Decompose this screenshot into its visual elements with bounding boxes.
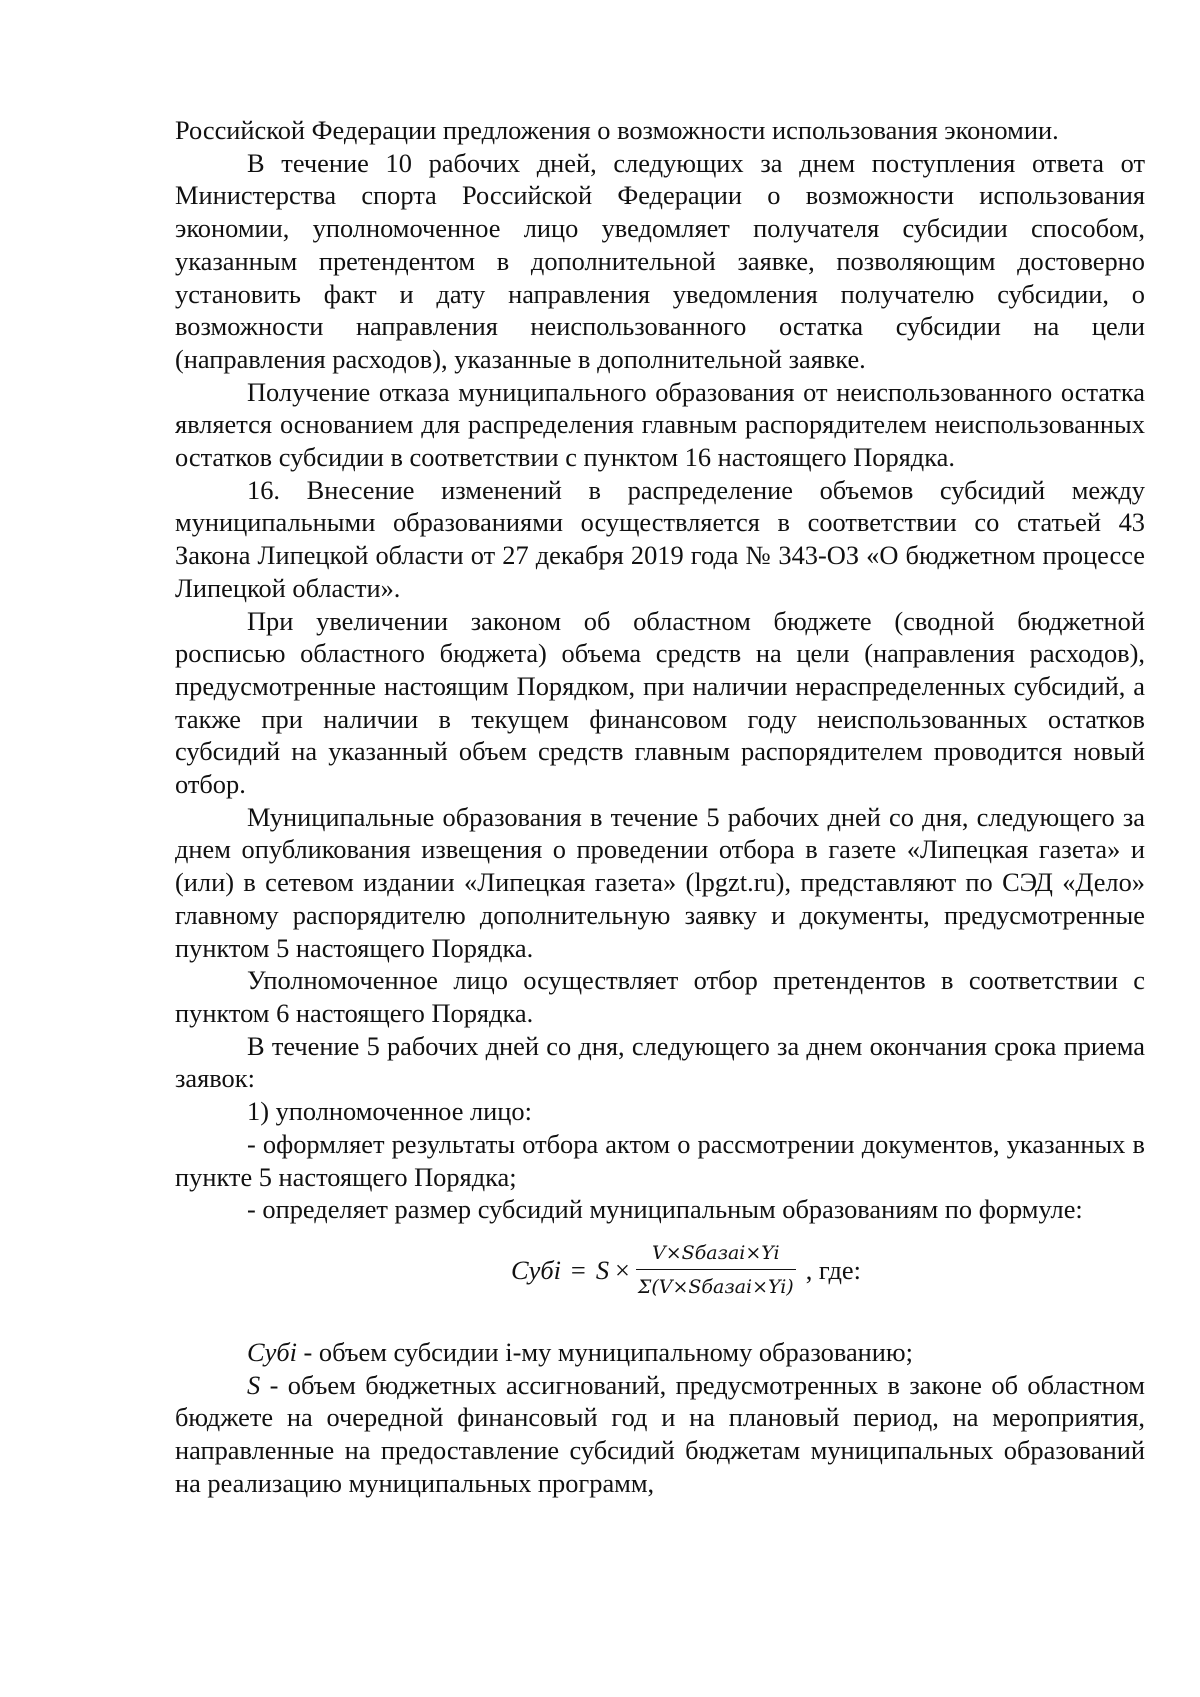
formula-lhs: Субi	[511, 1254, 561, 1285]
paragraph-11: - определяет размер субсидий муниципальным образованиям по формуле:	[247, 1194, 1083, 1225]
formula-numerator: V×Sбазаi×Yi	[652, 1241, 780, 1264]
definition-s	[175, 1369, 1145, 1500]
formula-times: ×	[615, 1254, 630, 1285]
paragraph-9: 1) уполномоченное лицо:	[247, 1096, 532, 1127]
paragraph-2: В течение 10 рабочих дней, следующих за днем поступления ответа от Министерства спорта Российской Федерации о возможности использования экономии, уполномоченное лицо уведомляет получателя субсидии способом, указанным претендентом в дополнительной заявке, позволяющим достоверно установить факт и дату направления уведомления получателю субсидии, о возможности направления неиспользованного остатка субсидии на цели (направления расходов), указанные в дополнительной заявке.	[175, 147, 1145, 374]
paragraph-8: В течение 5 рабочих дней со дня, следующего за днем окончания срока приема заявок:	[175, 1030, 1145, 1094]
subsidy-formula	[511, 1240, 861, 1300]
paragraph-5: При увеличении законом об областном бюджете (сводной бюджетной росписью областного бюджета) объема средств на цели (направления расходов), предусмотренные настоящим Порядком, при наличии нераспределенных субсидий, а также при наличии в текущем финансовом году неиспользованных остатков субсидий на указанный объем средств главным распорядителем проводится новый отбор.	[175, 605, 1145, 800]
formula-block	[175, 1230, 1145, 1326]
document-page	[175, 114, 1145, 1499]
paragraph-3: Получение отказа муниципального образования от неиспользованного остатка является основанием для распределения главным распорядителем неиспользованных остатков субсидии в соответствии с пунктом 16 настоящего Порядка.	[175, 376, 1145, 473]
formula-denominator: Σ(V×Sбазаi×Yi)	[636, 1269, 796, 1300]
paragraph-10: - оформляет результаты отбора актом о рассмотрении документов, указанных в пункте 5 настоящего Порядка;	[175, 1128, 1145, 1192]
paragraph-6: Муниципальные образования в течение 5 рабочих дней со дня, следующего за днем опубликования извещения о проведении отбора в газете «Липецкая газета» и (или) в сетевом издании «Липецкая газета» (lpgzt.ru), представляют по СЭД «Дело» главному распорядителю дополнительную заявку и документы, предусмотренные пунктом 5 настоящего Порядка.	[175, 801, 1145, 963]
formula-tail: , где:	[805, 1254, 861, 1285]
formula-s: S	[595, 1254, 610, 1285]
definition-symbol: Субi	[247, 1336, 297, 1367]
formula-equals: =	[570, 1254, 586, 1285]
formula-fraction	[636, 1240, 796, 1300]
paragraph-1: Российской Федерации предложения о возможности использования экономии.	[175, 115, 1059, 145]
definition-symbol: S	[247, 1369, 261, 1400]
paragraph-4: 16. Внесение изменений в распределение объемов субсидий между муниципальными образованиями осуществляется в соответствии со статьей 43 Закона Липецкой области от 27 декабря 2019 года № 343-ОЗ «О бюджетном процессе Липецкой области».	[175, 474, 1145, 603]
definition-text: - объем субсидии i-му муниципальному образованию;	[296, 1336, 913, 1367]
paragraph-7: Уполномоченное лицо осуществляет отбор претендентов в соответствии с пунктом 6 настоящего Порядка.	[175, 965, 1145, 1028]
definition-sub-i	[175, 1336, 1145, 1369]
definition-text: - объем бюджетных ассигнований, предусмотренных в законе об областном бюджете на очередной финансовый год и на плановый период, на мероприятия, направленные на предоставление субсидий бюджетам муниципальных образований на реализацию муниципальных программ,	[175, 1369, 1145, 1498]
